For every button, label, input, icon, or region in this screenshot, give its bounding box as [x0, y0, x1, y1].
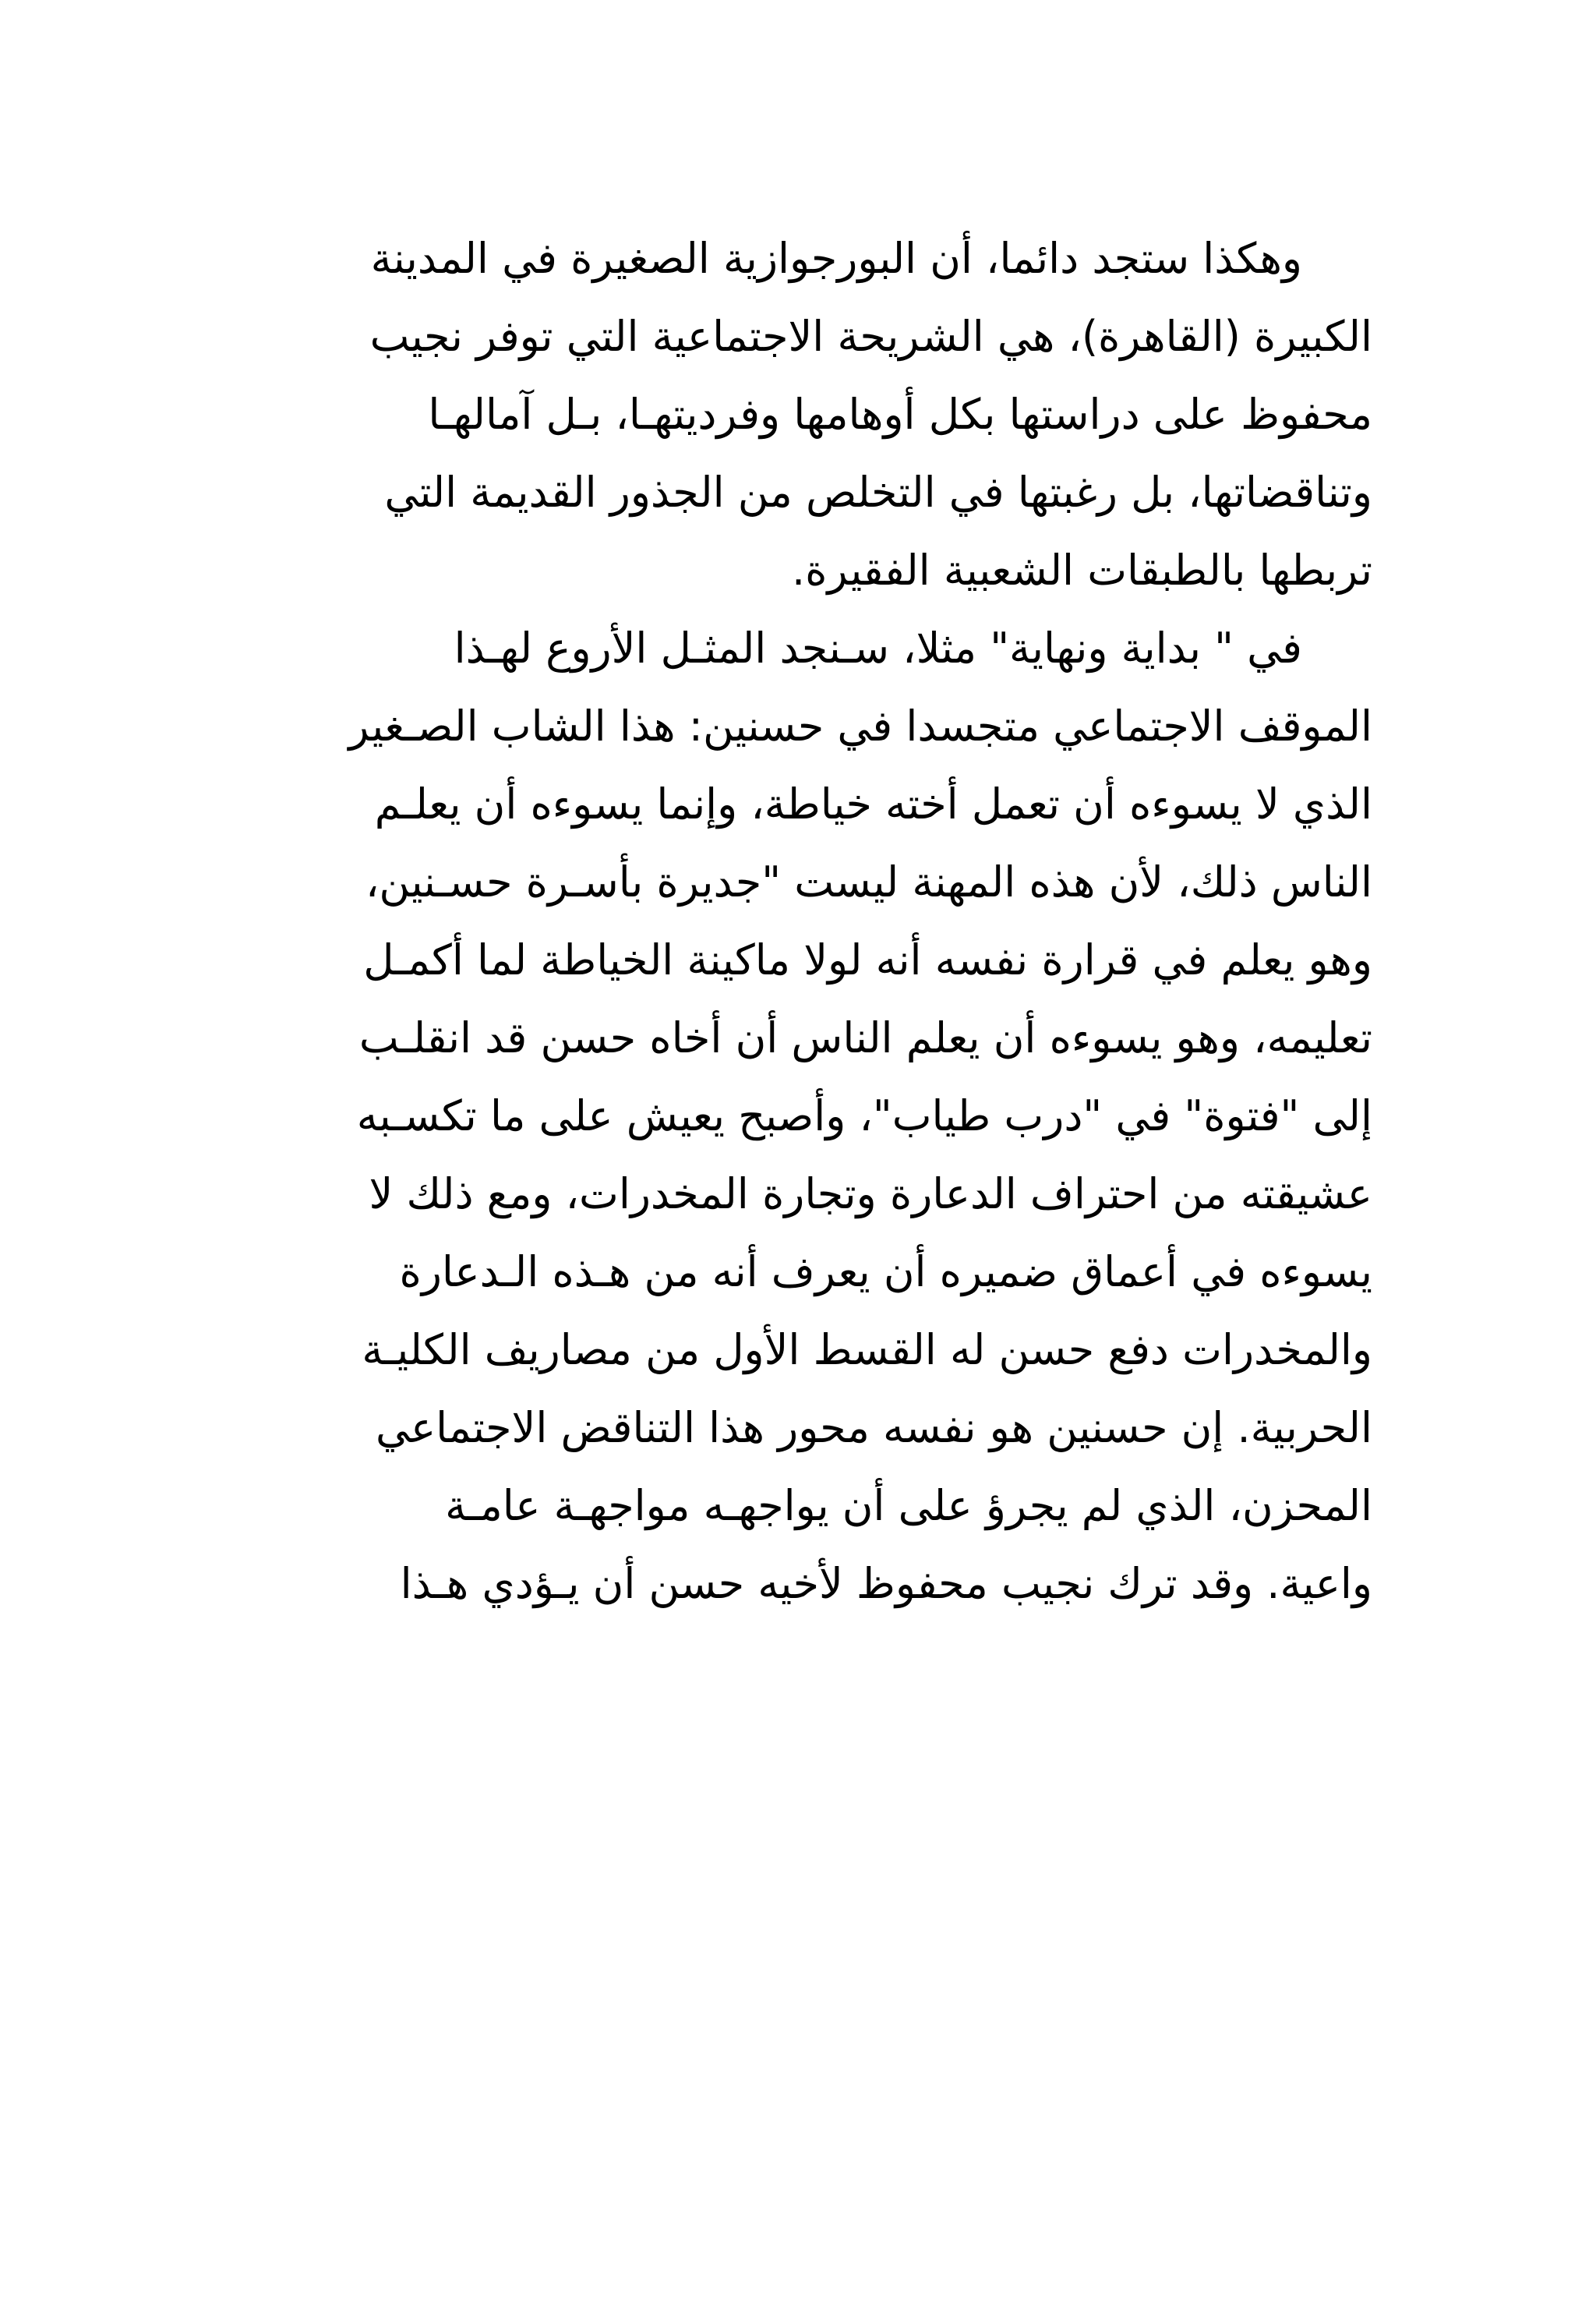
- paragraph-2-line-4: الناس ذلك، لأن هذه المهنة ليست "جديرة بأسـرة حسـنين،: [365, 857, 1372, 907]
- paragraph-2-line-3: الذي لا يسوءه أن تعمل أخته خياطة، وإنما يسوءه أن يعلـم: [374, 780, 1372, 829]
- paragraph-2-line-6: تعليمه، وهو يسوءه أن يعلم الناس أن أخاه حسن قد انقلـب: [358, 1013, 1372, 1062]
- paragraph-2-line-2: الموقف الاجتماعي متجسدا في حسنين: هذا الشاب الصـغير: [348, 702, 1372, 751]
- paragraph-1-line-2: الكبيرة (القاهرة)، هي الشريحة الاجتماعية التي توفر نجيب: [369, 312, 1372, 361]
- paragraph-1-line-4: وتناقضاتها، بل رغبتها في التخلص من الجذور القديمة التي: [384, 468, 1372, 517]
- paragraph-2-line-11: الحربية. إن حسنين هو نفسه محور هذا التناقض الاجتماعي: [375, 1403, 1372, 1452]
- paragraph-1-line-5: تربطها بالطبقات الشعبية الفقيرة.: [792, 546, 1372, 595]
- paragraph-2-line-10: والمخدرات دفع حسن له القسط الأول من مصاريف الكليـة: [362, 1325, 1372, 1374]
- paragraph-2-line-12: المحزن، الذي لم يجرؤ على أن يواجهـه مواجهـة عامـة: [445, 1481, 1372, 1530]
- paragraph-2-line-7: إلى "فتوة" في "درب طياب"، وأصبح يعيش على ما تكسـبه: [356, 1091, 1372, 1140]
- paragraph-2-line-8: عشيقته من احتراف الدعارة وتجارة المخدرات، ومع ذلك لا: [369, 1169, 1372, 1218]
- paragraph-1-line-3: محفوظ على دراستها بكل أوهامها وفرديتهـا، بـل آمالهـا: [428, 390, 1372, 439]
- paragraph-1-line-1: وهكذا ستجد دائما، أن البورجوازية الصغيرة في المدينة: [370, 234, 1302, 283]
- paragraph-2-line-13: واعية. وقد ترك نجيب محفوظ لأخيه حسن أن يـؤدي هـذا: [400, 1559, 1372, 1608]
- body-text: [232, 0, 1372, 2305]
- paragraph-2-line-9: يسوءه في أعماق ضميره أن يعرف أنه من هـذه الـدعارة: [399, 1247, 1372, 1296]
- paragraph-2-line-5: وهو يعلم في قرارة نفسه أنه لولا ماكينة الخياطة لما أكمـل: [363, 935, 1372, 985]
- paragraph-2-line-1: في " بداية ونهاية" مثلا، سـنجد المثـل الأروع لهـذا: [454, 624, 1302, 673]
